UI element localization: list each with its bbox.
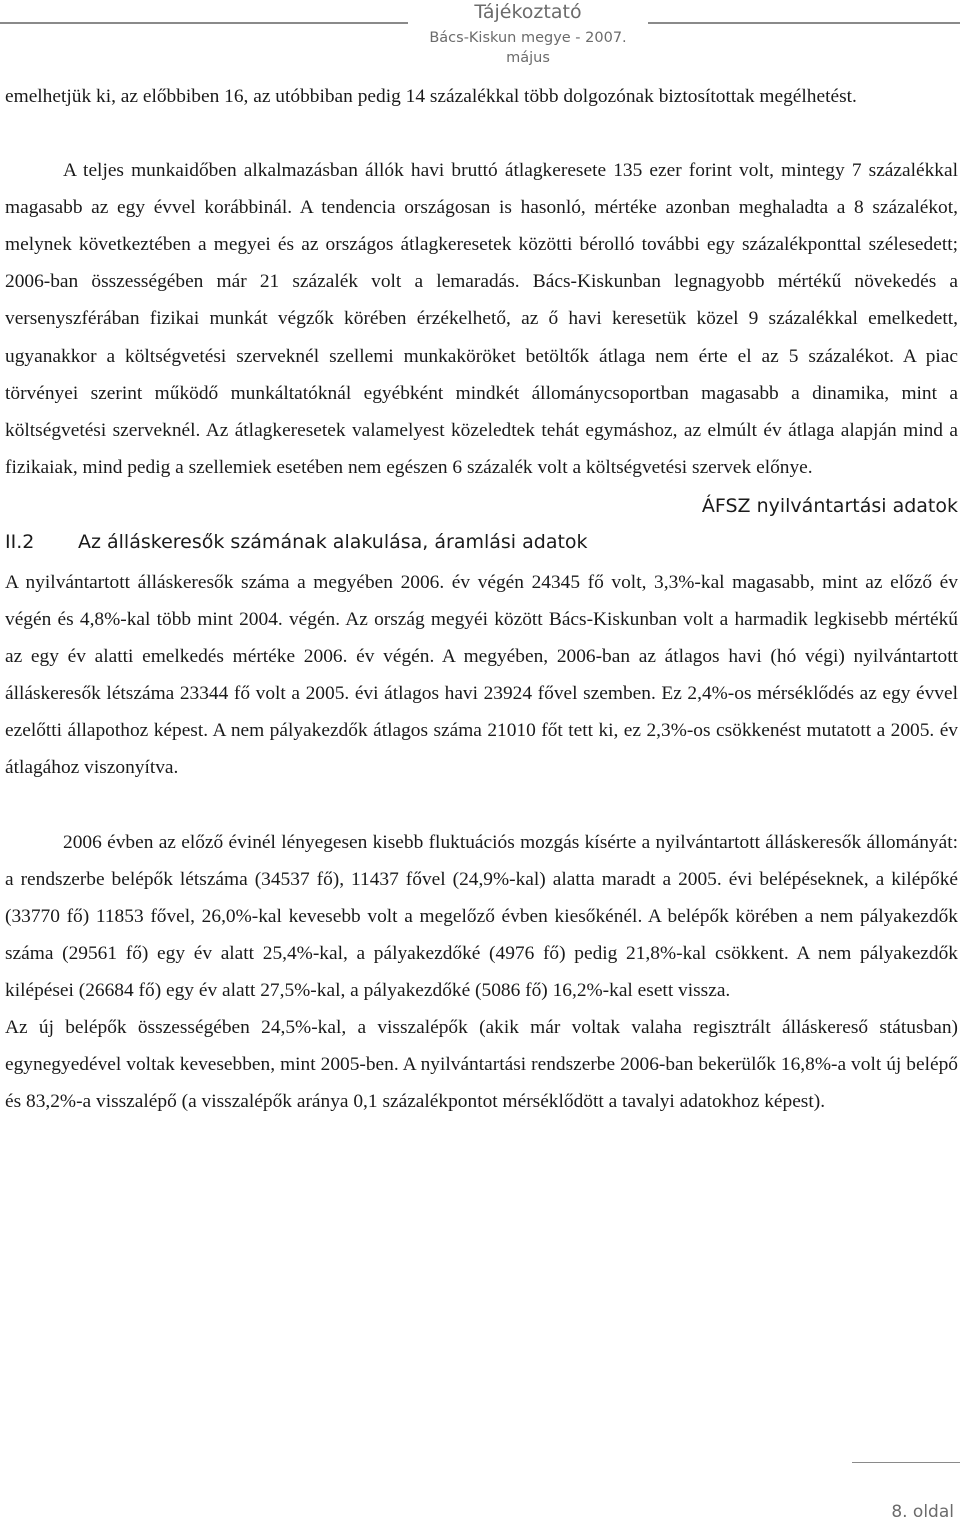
header-subtitle: Bács-Kiskun megye - 2007. május (429, 30, 627, 66)
source-note: ÁFSZ nyilvántartási adatok (701, 494, 958, 517)
paragraph-gap (5, 787, 958, 824)
paragraph-jobseekers: A nyilvántartott álláskeresők száma a megyében 2006. év végén 24345 fő volt, 3,3%-kal magasabb, mint az előző év végén és 4,8%-kal több mint 2004. végén. Az ország megyéi között Bács-Kiskunban volt a harmadik legkisebb mértékű az egy év alatti emelkedés mértéke 2006. év végén. A megyében, 2006-ban az átlagos havi (hó végi) nyilvántartott álláskeresők létszáma 23344 fő volt a 2005. évi átlagos havi 23924 fővel szemben. Ez 2,4%-os mérséklődés az egy évvel ezelőtti állapothoz képest. A nem pályakezdők átlagos száma 21010 főt tett ki, ez 2,3%-os csökkenést mutatott a 2005. év átlagához viszonyítva. (5, 571, 958, 779)
section-title: Az álláskeresők számának alakulása, áramlási adatok (78, 530, 588, 553)
paragraph-continuation: emelhetjük ki, az előbbiben 16, az utóbbiban pedig 14 százalékkal több dolgozónak biztosítottak megélhetést. (5, 86, 857, 107)
paragraph-gap (5, 115, 958, 152)
page-number: 8. oldal (891, 1502, 954, 1522)
paragraph-new-entrants: Az új belépők összességében 24,5%-kal, a visszalépők (akik már voltak valaha regisztrált álláskereső státusban) egynegyedével voltak kevesebben, mint 2005-ben. A nyilvántartási rendszerbe 2006-ban bekerülők 16,8%-a volt új belépő és 83,2%-a visszalépő (a visszalépők aránya 0,1 százalékpontot mérséklődött a tavalyi adatokhoz képest). (5, 1016, 958, 1113)
header-title: Tájékoztató (474, 1, 582, 23)
header-rule-right (648, 22, 960, 24)
header-rule-left (0, 22, 408, 24)
paragraph-earnings: A teljes munkaidőben alkalmazásban állók havi bruttó átlagkeresete 135 ezer forint volt, mintegy 7 százalékkal magasabb az egy évvel korábbinál. A tendencia országosan is hasonló, mértéke azonban meghaladta a 8 százalékot, melynek következtében a megyei és az országos átlagkeresetek közötti bérolló további egy százalékponttal szélesedett; 2006-ban összességében már 21 százalék volt a lemaradás. Bács-Kiskunban legnagyobb mértékű növekedés a versenyszférában fizikai munkát végzők körében érzékelhető, az ő havi keresetük közel 9 százalékkal emelkedett, ugyanakkor a költségvetési szerveknél szellemi munkaköröket betöltők átlaga nem érte el az 5 százalékot. A piac törvényei szerint működő munkáltatóknál egyébként mindkét állománycsoportban magasabb a dinamika, mint a költségvetési szerveknél. Az átlagkeresetek valamelyest közeledtek tehát egymáshoz, az elmúlt év átlaga alapján mind a fizikaiak, mind pedig a szellemiek esetében nem egészen 6 százalék volt a költségvetési szervek előnye. (5, 160, 958, 478)
paragraph-fluctuation: 2006 évben az előző évinél lényegesen kisebb fluktuációs mozgás kísérte a nyilvántartott álláskeresők állományát: a rendszerbe belépők létszáma (34537 fő), 11437 fővel (24,9%-kal) alatta maradt a 2005. évi belépéseknek, a kilépőké (33770 fő) 11853 fővel, 26,0%-kal kevesebb volt a megelőző évben kiesőkénél. A belépők körében a nem pályakezdők száma (29561 fő) egy év alatt 25,4%-kal, a pályakezdőké (4976 fő) pedig 21,8%-kal csökkent. A nem pályakezdők kilépései (26684 fő) egy év alatt 27,5%-kal, a pályakezdőké (5086 fő) 16,2%-kal esett vissza. (5, 831, 958, 1001)
document-body (5, 78, 958, 1120)
section-number: II.2 (5, 530, 35, 553)
page-header (0, 0, 960, 66)
footer-rule (852, 1462, 960, 1463)
section-heading (5, 524, 958, 564)
